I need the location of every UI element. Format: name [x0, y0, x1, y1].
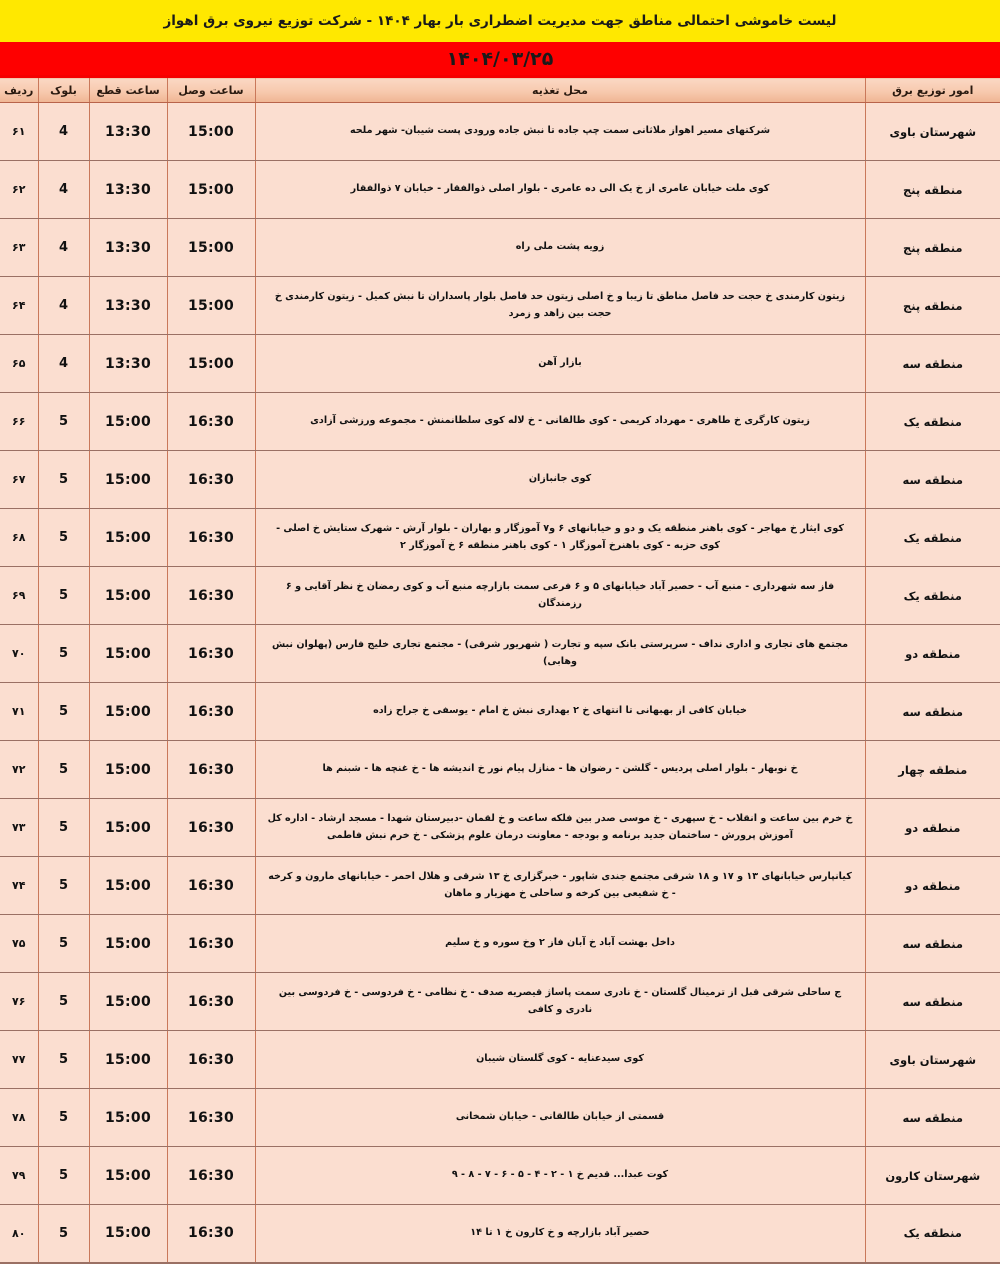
row-vasl: 16:30: [167, 799, 255, 857]
row-block: 5: [38, 451, 89, 509]
row-block: 5: [38, 393, 89, 451]
row-vasl: 16:30: [167, 1031, 255, 1089]
row-ghat: 13:30: [89, 277, 167, 335]
row-amor: منطقه سه: [865, 451, 1000, 509]
row-amor: منطقه دو: [865, 625, 1000, 683]
table-row: [0, 509, 1000, 567]
row-ghat: 15:00: [89, 567, 167, 625]
table-row: [0, 335, 1000, 393]
row-vasl: 16:30: [167, 625, 255, 683]
row-vasl: 15:00: [167, 161, 255, 219]
row-amor: شهرستان کارون: [865, 1147, 1000, 1205]
row-amor: منطقه یک: [865, 393, 1000, 451]
row-vasl: 16:30: [167, 451, 255, 509]
row-block: 5: [38, 1089, 89, 1147]
row-amor: شهرستان باوی: [865, 1031, 1000, 1089]
table-row: [0, 393, 1000, 451]
row-block: 4: [38, 219, 89, 277]
row-amor: منطقه پنج: [865, 219, 1000, 277]
row-radif: ۷۳: [0, 799, 38, 857]
table-row: [0, 741, 1000, 799]
table-row: [0, 103, 1000, 161]
outage-table: [0, 75, 1000, 1264]
row-vasl: 16:30: [167, 915, 255, 973]
table-row: [0, 799, 1000, 857]
row-ghat: 15:00: [89, 451, 167, 509]
row-ghat: 13:30: [89, 219, 167, 277]
row-mahal: داخل بهشت آباد خ آبان فاز ۲ وخ سوره و خ سلیم: [255, 915, 865, 973]
column-header-vasl: ساعت وصل: [167, 77, 255, 103]
row-mahal: خیابان کافی از بهبهانی تا انتهای خ ۲ بهداری نبش خ امام - یوسفی خ جراح زاده: [255, 683, 865, 741]
row-mahal: کوی ملت خیابان عامری از خ یک الی ده عامری - بلوار اصلی ذوالفقار - خیابان ۷ ذوالفقار: [255, 161, 865, 219]
row-radif: ۸۰: [0, 1205, 38, 1263]
column-header-radif: ردیف: [0, 77, 38, 103]
column-header-mahal: محل تغذیه: [255, 77, 865, 103]
row-amor: منطقه یک: [865, 567, 1000, 625]
row-ghat: 15:00: [89, 509, 167, 567]
row-mahal: کوی سیدعنایه - کوی گلستان شیبان: [255, 1031, 865, 1089]
table-row: [0, 451, 1000, 509]
table-header: [0, 77, 1000, 103]
table-row: [0, 683, 1000, 741]
column-header-amor: امور توزیع برق: [865, 77, 1000, 103]
row-amor: منطقه یک: [865, 1205, 1000, 1263]
column-header-block: بلوک: [38, 77, 89, 103]
row-ghat: 15:00: [89, 625, 167, 683]
row-block: 5: [38, 857, 89, 915]
row-radif: ۷۱: [0, 683, 38, 741]
table-row: [0, 857, 1000, 915]
row-block: 5: [38, 741, 89, 799]
row-vasl: 16:30: [167, 741, 255, 799]
date-banner: [0, 42, 1000, 75]
row-vasl: 16:30: [167, 1089, 255, 1147]
row-vasl: 15:00: [167, 219, 255, 277]
row-radif: ۶۲: [0, 161, 38, 219]
row-ghat: 15:00: [89, 799, 167, 857]
row-radif: ۶۴: [0, 277, 38, 335]
row-block: 5: [38, 1031, 89, 1089]
row-mahal: کوی جانبازان: [255, 451, 865, 509]
row-mahal: زویه پشت ملی راه: [255, 219, 865, 277]
row-amor: منطقه چهار: [865, 741, 1000, 799]
row-amor: منطقه سه: [865, 915, 1000, 973]
row-radif: ۷۰: [0, 625, 38, 683]
row-mahal: حصیر آباد بازارچه و خ کارون خ ۱ تا ۱۴: [255, 1205, 865, 1263]
row-ghat: 15:00: [89, 973, 167, 1031]
row-radif: ۷۹: [0, 1147, 38, 1205]
row-radif: ۶۹: [0, 567, 38, 625]
table-row: [0, 973, 1000, 1031]
row-vasl: 15:00: [167, 335, 255, 393]
row-vasl: 15:00: [167, 277, 255, 335]
row-amor: منطقه دو: [865, 857, 1000, 915]
row-block: 5: [38, 509, 89, 567]
row-mahal: شرکتهای مسیر اهواز ملاثانی سمت چپ جاده تا نبش جاده ورودی پست شیبان- شهر ملحه: [255, 103, 865, 161]
row-block: 5: [38, 799, 89, 857]
row-mahal: خ نوبهار - بلوار اصلی پردیس - گلشن - رضوان ها - منازل پیام نور خ اندیشه ها - خ غنچه ها - شبنم ها: [255, 741, 865, 799]
row-vasl: 16:30: [167, 1205, 255, 1263]
row-vasl: 16:30: [167, 973, 255, 1031]
row-vasl: 16:30: [167, 683, 255, 741]
row-block: 4: [38, 335, 89, 393]
row-block: 5: [38, 625, 89, 683]
row-mahal: بازار آهن: [255, 335, 865, 393]
row-mahal: ج ساحلی شرقی قبل از ترمینال گلستان - خ نادری سمت پاساژ قیصریه صدف - خ نظامی - خ فردوسی - خ فردوسی بین نادری و کافی: [255, 973, 865, 1031]
row-mahal: فاز سه شهرداری - منبع آب - حصیر آباد خیابانهای ۵ و ۶ فرعی سمت بازارچه منبع آب و کوی رمضان خ نظر آقایی و ۶ رزمندگان: [255, 567, 865, 625]
row-radif: ۷۵: [0, 915, 38, 973]
table-row: [0, 915, 1000, 973]
row-vasl: 16:30: [167, 1147, 255, 1205]
row-ghat: 15:00: [89, 683, 167, 741]
row-block: 5: [38, 1147, 89, 1205]
row-amor: منطقه پنج: [865, 277, 1000, 335]
row-radif: ۶۱: [0, 103, 38, 161]
row-mahal: کوی ایثار خ مهاجر - کوی باهنر منطقه یک و دو و خیابانهای ۶ و۷ آموزگار و بهاران - بلوار آرش - شهرک ستایش خ اصلی - کوی حزبه - کوی باهنرخ آموزگار ۱ - کوی باهنر منطقه ۶ خ آموزگار ۲: [255, 509, 865, 567]
table-row: [0, 277, 1000, 335]
row-radif: ۶۷: [0, 451, 38, 509]
row-vasl: 16:30: [167, 857, 255, 915]
table-row: [0, 1031, 1000, 1089]
row-mahal: کیانپارس خیابانهای ۱۳ و ۱۷ و ۱۸ شرقی مجتمع جندی شاپور - خبرگزاری خ ۱۳ شرقی و هلال احمر - خیابانهای مارون و کرخه - خ شفیعی بین کرخه و ساحلی خ مهزیار و ماهان: [255, 857, 865, 915]
row-radif: ۶۶: [0, 393, 38, 451]
row-amor: منطقه سه: [865, 683, 1000, 741]
table-row: [0, 567, 1000, 625]
row-block: 5: [38, 973, 89, 1031]
row-ghat: 15:00: [89, 857, 167, 915]
schedule-date: ۱۴۰۴/۰۳/۲۵: [446, 47, 554, 70]
row-ghat: 15:00: [89, 1147, 167, 1205]
row-amor: منطقه سه: [865, 335, 1000, 393]
row-ghat: 15:00: [89, 1031, 167, 1089]
row-radif: ۶۳: [0, 219, 38, 277]
row-mahal: کوت عبدا... قدیم خ ۱ - ۲ - ۴ - ۵ - ۶ - ۷ - ۸ - ۹: [255, 1147, 865, 1205]
row-block: 5: [38, 915, 89, 973]
row-radif: ۷۶: [0, 973, 38, 1031]
row-block: 5: [38, 683, 89, 741]
row-ghat: 15:00: [89, 1089, 167, 1147]
row-vasl: 15:00: [167, 103, 255, 161]
table-row: [0, 1089, 1000, 1147]
row-block: 5: [38, 1205, 89, 1263]
page-title: لیست خاموشی احتمالی مناطق جهت مدیریت اضطراری بار بهار ۱۴۰۴ - شرکت توزیع نیروی برق اهواز: [163, 13, 837, 29]
row-vasl: 16:30: [167, 509, 255, 567]
row-amor: شهرستان باوی: [865, 103, 1000, 161]
header-row: [0, 77, 1000, 103]
row-amor: منطقه پنج: [865, 161, 1000, 219]
row-radif: ۶۵: [0, 335, 38, 393]
row-vasl: 16:30: [167, 393, 255, 451]
row-ghat: 15:00: [89, 1205, 167, 1263]
title-banner: [0, 0, 1000, 42]
table-row: [0, 161, 1000, 219]
table-row: [0, 1147, 1000, 1205]
table-row: [0, 219, 1000, 277]
row-amor: منطقه سه: [865, 973, 1000, 1031]
row-amor: منطقه سه: [865, 1089, 1000, 1147]
row-radif: ۶۸: [0, 509, 38, 567]
row-ghat: 13:30: [89, 335, 167, 393]
row-block: 5: [38, 567, 89, 625]
row-mahal: زیتون کارگری خ طاهری - مهرداد کریمی - کوی طالقانی - خ لاله کوی سلطانمنش - مجموعه ورزشی آزادی: [255, 393, 865, 451]
row-block: 4: [38, 103, 89, 161]
row-block: 4: [38, 277, 89, 335]
row-radif: ۷۸: [0, 1089, 38, 1147]
row-radif: ۷۷: [0, 1031, 38, 1089]
table-row: [0, 1205, 1000, 1263]
column-header-ghat: ساعت قطع: [89, 77, 167, 103]
row-mahal: زیتون کارمندی خ حجت حد فاصل مناطق تا زیبا و خ اصلی زیتون حد فاصل بلوار پاسداران تا نبش کمیل - زیتون کارمندی خ حجت بین زاهد و زمرد: [255, 277, 865, 335]
row-mahal: مجتمع های تجاری و اداری نداف - سرپرستی بانک سپه و تجارت ( شهریور شرقی) - مجتمع تجاری خلیج فارس (پهلوان نبش وهابی): [255, 625, 865, 683]
row-radif: ۷۴: [0, 857, 38, 915]
table-row: [0, 625, 1000, 683]
row-ghat: 15:00: [89, 741, 167, 799]
row-ghat: 13:30: [89, 103, 167, 161]
table-body: [0, 103, 1000, 1263]
row-vasl: 16:30: [167, 567, 255, 625]
row-amor: منطقه دو: [865, 799, 1000, 857]
row-ghat: 13:30: [89, 161, 167, 219]
row-ghat: 15:00: [89, 393, 167, 451]
row-mahal: خ خرم بین ساعت و انقلاب - خ سپهری - خ موسی صدر بین فلکه ساعت و خ لقمان -دبیرستان شهدا - مسجد ارشاد - اداره کل آموزش پرورش - ساختمان جدید برنامه و بودجه - معاونت درمان علوم پزشکی - خ خرم نبش فاطمی: [255, 799, 865, 857]
row-amor: منطقه یک: [865, 509, 1000, 567]
row-mahal: قسمتی از خیابان طالقانی - خیابان شمخانی: [255, 1089, 865, 1147]
row-ghat: 15:00: [89, 915, 167, 973]
row-radif: ۷۲: [0, 741, 38, 799]
row-block: 4: [38, 161, 89, 219]
